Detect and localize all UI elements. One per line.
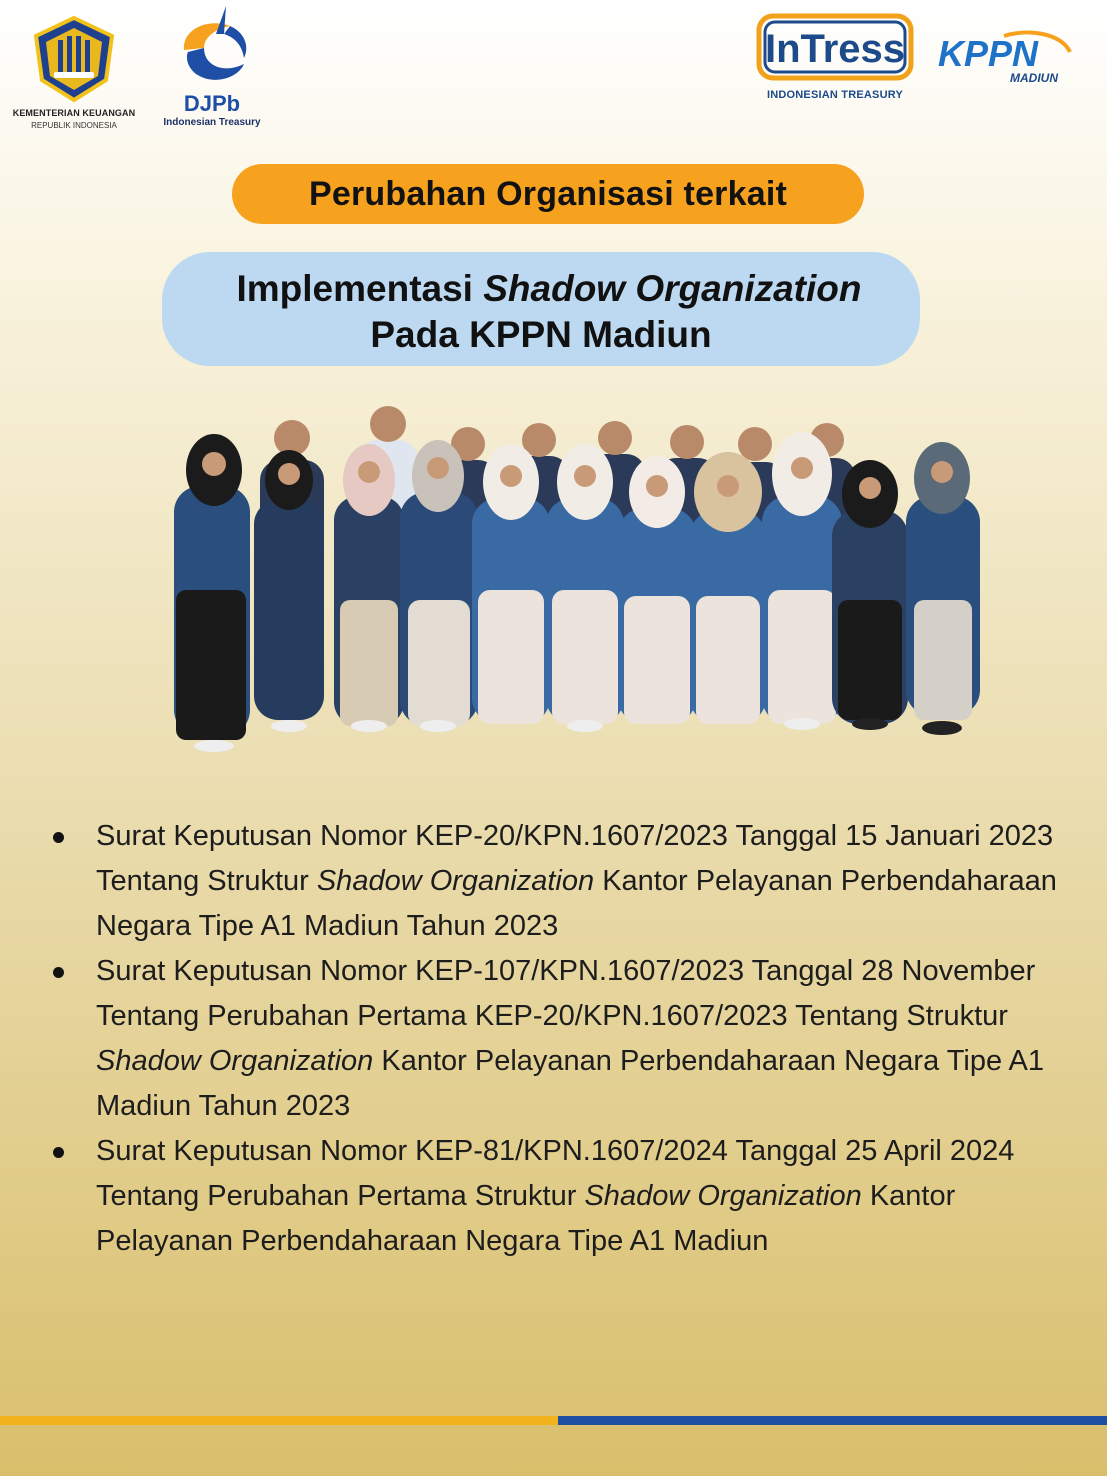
topic-badge <box>232 164 864 224</box>
kemenkeu-line1: KEMENTERIAN KEUANGAN <box>12 108 136 118</box>
kppn-name: KPPN <box>938 33 1039 74</box>
kppn-wordmark-icon <box>934 28 1074 88</box>
decree-text-b: Kantor Pelayanan Perbendaharaan Negara Tipe A1 Madiun Tahun 2023 <box>96 865 1057 942</box>
decree-item <box>48 1129 1088 1264</box>
bullet-dot-icon <box>53 967 64 978</box>
kemenkeu-line2: REPUBLIK INDONESIA <box>31 121 117 130</box>
djpb-swirl-icon <box>164 4 260 90</box>
intress-tagline: INDONESIAN TREASURY <box>766 89 903 101</box>
title-prefix: Implementasi <box>236 268 484 309</box>
intress-logo <box>752 12 918 104</box>
bullet-dot-icon <box>53 832 64 843</box>
group-photo <box>168 400 990 760</box>
title-italic: Shadow Organization <box>483 268 862 309</box>
decree-text-a: Surat Keputusan Nomor KEP-20/KPN.1607/2023 Tanggal 15 Januari 2023 Tentang Struktur <box>96 820 1054 897</box>
decree-text-italic: Shadow Organization <box>316 865 595 897</box>
group-photo-staff <box>174 406 980 752</box>
topic-badge-text: Perubahan Organisasi terkait <box>309 174 787 213</box>
decree-list <box>48 814 1088 1264</box>
bullet-dot-icon <box>53 1147 64 1158</box>
decree-text-b: Kantor Pelayanan Perbendaharaan Negara Tipe A1 Madiun Tahun 2023 <box>96 1045 1045 1122</box>
decree-item <box>48 814 1088 949</box>
decree-text-b: Kantor Pelayanan Perbendaharaan Negara Tipe A1 Madiun <box>96 1180 956 1257</box>
djpb-logo <box>150 4 274 129</box>
decree-text-italic: Shadow Organization <box>584 1180 862 1212</box>
footer-bar-blue <box>558 1416 1107 1425</box>
title-line-2: Pada KPPN Madiun <box>370 314 712 355</box>
intress-name: InTress <box>764 27 906 71</box>
kppn-city: MADIUN <box>1010 71 1058 85</box>
djpb-tagline: Indonesian Treasury <box>163 117 261 128</box>
footer-bar-yellow <box>0 1416 558 1425</box>
djpb-name: DJPb <box>183 91 241 116</box>
kppn-madiun-logo <box>934 28 1074 88</box>
decree-item <box>48 949 1088 1129</box>
title-line-1 <box>162 268 920 310</box>
kemenkeu-logo <box>12 14 136 136</box>
garuda-seal-icon <box>28 14 120 104</box>
decree-text-a: Surat Keputusan Nomor KEP-81/KPN.1607/2024 Tanggal 25 April 2024 Tentang Perubahan Pertama Struktur <box>96 1135 1015 1212</box>
title-banner <box>162 252 920 366</box>
decree-text-a: Surat Keputusan Nomor KEP-107/KPN.1607/2023 Tanggal 28 November Tentang Perubahan Pertama KEP-20/KPN.1607/2023 Tentang Struktur <box>96 955 1036 1032</box>
decree-text-italic: Shadow Organization <box>96 1045 374 1077</box>
intress-wordmark-icon <box>755 12 915 82</box>
